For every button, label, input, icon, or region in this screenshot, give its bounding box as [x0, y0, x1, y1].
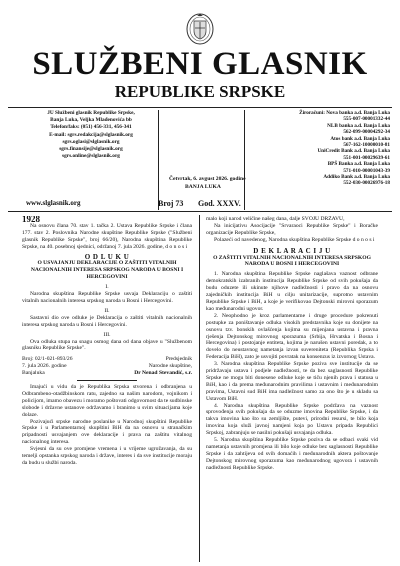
- coat-of-arms-icon: [185, 12, 215, 46]
- publisher-line: sgrs.oglasi@slglasnik.org: [62, 138, 120, 145]
- declaration-subheading: O ZAŠTITI VITALNIH NACIONALNIH INTERESA SRPSKOG NARODA U BOSNI I HERCEGOVINI: [213, 254, 371, 268]
- bank-line: Žiroračuni: Nova banka a.d. Banja Luka: [299, 110, 390, 116]
- act-number: 1928: [22, 216, 40, 224]
- declaration-heading: D E K L A R A C I J U: [253, 246, 331, 255]
- bank-line: NLB banka a.d. Banja Luka: [327, 122, 390, 129]
- body-paragraph: Pozivajući srpske narodne poslanike u Narodnoj skupštini Republike Srpske i u Parlamentarnoj skupštini BiH da na osnovu u stranačkim pripadnosti usvajanjem ove deklaracije i prava na zaštitu vitalnog nacionalnog interesa.: [22, 418, 192, 446]
- signature-block: [22, 356, 192, 377]
- section-number: I.: [105, 284, 109, 291]
- body-paragraph: Svjesni da su ove promjene vremena i u vrijeme ugrožavanja, da su temelji opstanka srpskog naroda i države, interes i da sve institucije moraju da budu u službi naroda.: [22, 446, 192, 466]
- column-divider: [199, 215, 200, 562]
- issue-number: Broj 73: [158, 199, 184, 208]
- gazette-title: SLUŽBENI GLASNIK: [32, 46, 368, 82]
- section-text: Ova odluka stupa na snagu osmog dana od dana objave u "Službenom glasniku Republike Srpske".: [22, 338, 192, 352]
- publisher-line: sgrs.finansije@slglasnik.org: [59, 146, 123, 153]
- bank-line: 551-001-00029639-61: [343, 154, 390, 161]
- masthead-divider: [158, 110, 159, 210]
- publisher-line: JU Službeni glasnik Republike Srpske,: [47, 110, 135, 116]
- bank-line: Atos bank a.d. Banja Luka: [330, 135, 390, 142]
- left-column: [22, 216, 192, 562]
- section-number: III.: [103, 331, 111, 338]
- website-link[interactable]: www.slglasnik.org: [26, 199, 81, 207]
- bank-line: 555-007-00001332-44: [343, 116, 390, 123]
- right-column: [206, 216, 378, 562]
- masthead-bottom-rule: [8, 211, 392, 212]
- separator: [77, 380, 137, 381]
- bank-line: BPŠ Banka a.d. Banja Luka: [327, 161, 390, 168]
- declaration-point: 3. Narodna skupština Republike Srpske poziva sve institucije da se pridržavaju ustava i podjele nadležnosti, te da bez saglasnosti Republike Srpske ne mogu biti donesene odluke koje se tiču njenih prava i statusa u BiH, kao i da prema međunarodnim pravilima i ustavnim i međunarodnim pravima, Ustavni sud BiH ima nadležnost samo za ono što je u skladu sa Ustavom BiH.: [206, 361, 378, 402]
- bank-accounts: [244, 110, 390, 187]
- body-paragraph: Na inicijativu Asocijacije "Srvaraoci Republike Srpske" i Boračke organizacije Republike Srpske,: [206, 222, 378, 236]
- section-text: Sastavni dio ove odluke je Deklaracija o zaštiti vitalnih nacionalnih interesa srpskog naroda u Bosni i Hercegovini.: [22, 314, 192, 328]
- bank-line: Addiko Bank a.d. Banja Luka: [323, 174, 390, 181]
- body-paragraph: Imajući u vidu da je Republika Srpska stvorena i odbranjena u Odbrambeno-otadžbinskom ratu, zajedno sa našim narodom, vojnikom i policijom, imamo obavezu i moramo poštovati odgovornost da te sudbinske slobode i državne ustanove održavamo i branimo u svim situacijama koje dolaze.: [22, 384, 192, 418]
- bank-line: 567-162-10000010-81: [343, 142, 390, 149]
- section-number: II.: [104, 307, 110, 314]
- decision-subheading: O USVAJANJU DEKLARACIJE O ZAŠTITI VITALNIH NACIONALNIH INTERESA SRPSKOG NARODA U BOSNI I HERCEGOVINI: [30, 260, 184, 281]
- declaration-point: 4. Narodna skupština Republike Srpske podržava na vaznost sprovođenja svih pokušaja da se oduzme imovina Republike Srpske, i da takva imovina kao što su zemljište, putevi, prirodni resursi, te bilo koja imovina koja služi javnoj namjeni koja po Ustavu pripada Republici Srpskoj, zabranjuju se nasilni pokušaji usvajanja odluka.: [206, 402, 378, 437]
- body-paragraph: malo koji narod veličine našeg dana, dalje SVOJU DRŽAVU,: [206, 216, 345, 222]
- publisher-line: sgrs.online@slglasnik.org: [62, 153, 120, 160]
- section-text: Narodna skupština Republike Srpske usvaja Deklaraciju o zaštiti vitalnih nacionalnih interesa srpskog naroda u Bosni i Hercegovini.: [22, 291, 192, 304]
- decision-heading: O D L U K U: [84, 252, 130, 261]
- doc-city: Banjaluka: [22, 370, 45, 377]
- doc-date: 7. jula 2026. godine: [22, 363, 67, 370]
- declaration-point: 2. Neophodno je kroz parlamentarne i druge procedure pokrenuti postupke za poništavanje odluka visokih predstavnika koje su donijete na osnovu tzv. bonskih ovlašćenja kojima su mijenjana ustavna i pravna rješenja Dejtonskog mirovnog sporazuma (Srbija, Hrvatska i Bosna i Hercegovina) i postojanje entiteta, kojima je narušen ustavni poredak, a to dovelo do neustavnog nametanja izvan suvereniteta (Republika Srpska i Federacija BiH), zato je usvojiti povratak na konsenzus iz izvornog Ustava.: [206, 312, 378, 361]
- publisher-line: Banja Luka, Veljka Mlađenovića bb: [50, 117, 132, 124]
- issue-date: Četvrtak, 6. avgust 2026. godine: [169, 176, 246, 182]
- signer-title: Predsjednik: [165, 356, 192, 363]
- signer-title: Narodne skupštine,: [148, 363, 192, 370]
- signer-name: Dr Nenad Stevandić, s.r.: [134, 370, 192, 377]
- publisher-line: E-mail: sgrs.redakcija@slglasnik.org: [49, 131, 133, 138]
- issue-year: God. XXXV.: [198, 199, 241, 208]
- bank-line: 571-010-00001043-39: [343, 167, 390, 174]
- declaration-point: 5. Narodna skupština Republike Srpske poziva da se odbaci svaki vid nametanja ustavnih promjena ili bilo koje odluke bez saglasnosti Republike Srpske i da zahtijeva od svih domaćih i međunarodnih aktera poštovanje Dejtonskog mirovnog sporazuma kao međunarodnog ugovora i ustavnih nadležnosti Republike Srpske.: [206, 437, 378, 471]
- body-paragraph: Polazeći od navedenog, Narodna skupština Republike Srpske d o n o s i: [214, 236, 375, 243]
- bank-line: UniCredit Bank a.d. Banja Luka: [317, 148, 390, 155]
- publisher-info: [26, 110, 156, 160]
- bank-line: 552-030-00026976-18: [343, 180, 390, 187]
- declaration-point: 1. Narodna skupština Republike Srpske naglašava vaznost odbrane demokratskih izabranih institucija Republike Srpske od svih pokušaja da budu oduzete ili ukinute njihove nadležnosti i pravo da na osnovu zajedničkih institucija BiH u cilju unitarizacije, suprotno ustavnim Republike Srpske i BiH, a koje je verifikovao Dejtonski mirovni sporazum kao međunarodni ugovor.: [206, 271, 378, 312]
- issue-city: BANJA LUKA: [185, 184, 221, 190]
- publisher-line: Telefon/faks: (051) 456-331, 456-341: [50, 124, 132, 131]
- doc-reference: Broj: 02/1-021-893/26: [22, 356, 73, 363]
- gazette-subtitle: REPUBLIKE SRPSKE: [114, 82, 286, 101]
- preamble: Na osnovu člana 70. stav 1. tačka 2. Ustava Republike Srpske i člana 177. stav 2. Poslovnika Narodne skupštine Republike Srpske ("Službeni glasnik Republike Srpske", broj 66/20), Narodna skupština Republike Srpske, na 40. posebnoj sjednici, održanoj 7. jula 2026. godine, d o n o s i: [22, 222, 192, 250]
- bank-line: 562-099-00004292-34: [343, 129, 390, 136]
- masthead-top-rule: [8, 107, 392, 108]
